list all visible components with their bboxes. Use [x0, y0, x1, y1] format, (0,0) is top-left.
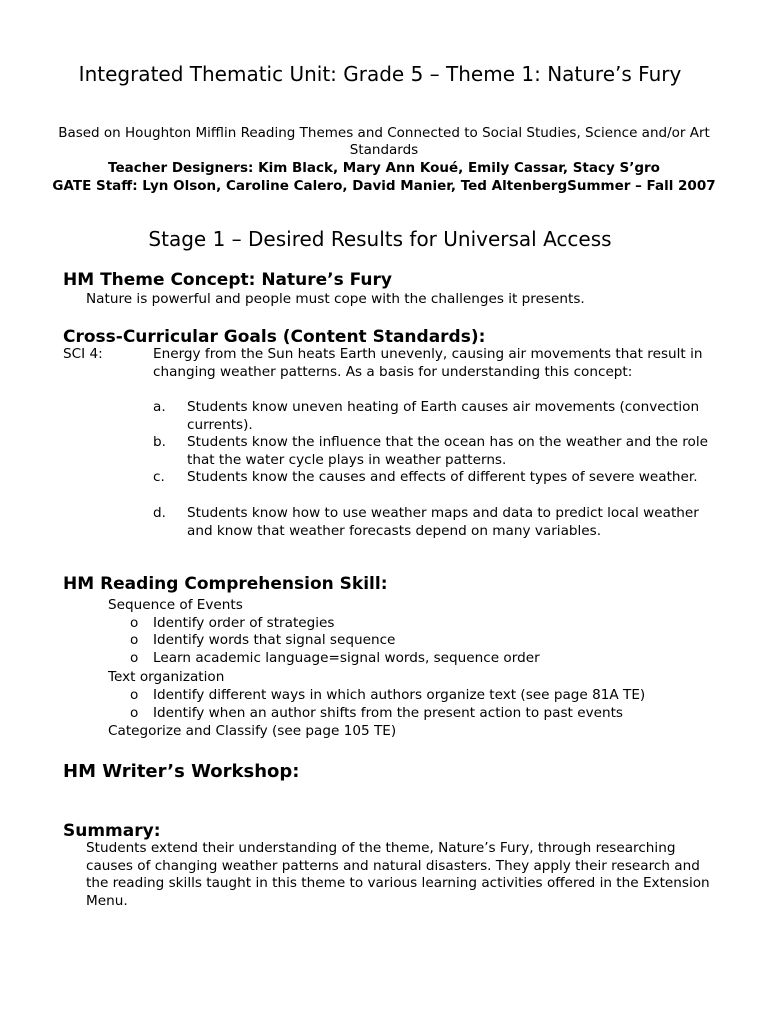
list-item-text: Identify different ways in which authors organize text (see page 81A TE)	[153, 687, 646, 703]
list-item	[130, 705, 730, 723]
bullet-marker: o	[130, 687, 139, 703]
summary-heading: Summary:	[63, 821, 161, 841]
standard-intro: Energy from the Sun heats Earth unevenly, causing air movements that result in changing weather patterns. As a basis for understanding this concept:	[153, 346, 703, 380]
teacher-designers: Teacher Designers: Kim Black, Mary Ann Koué, Emily Cassar, Stacy S’gro	[108, 160, 660, 176]
list-marker: c.	[153, 469, 165, 485]
credits	[40, 160, 728, 195]
document-subtitle: Based on Houghton Mifflin Reading Themes and Connected to Social Studies, Science and/or Art Standards	[58, 125, 710, 158]
list-item	[130, 632, 730, 650]
list-item-text: Identify words that signal sequence	[153, 632, 396, 648]
list-item	[130, 687, 730, 705]
list-marker: d.	[153, 505, 166, 521]
sequence-label: Sequence of Events	[108, 597, 243, 613]
standard-label: SCI 4:	[63, 346, 103, 362]
list-item-text: Students know how to use weather maps and data to predict local weather and know that weather forecasts depend on many variables.	[187, 505, 699, 539]
stage-heading: Stage 1 – Desired Results for Universal Access	[148, 227, 612, 251]
list-item	[130, 615, 730, 633]
list-item-text: Students know the causes and effects of different types of severe weather.	[187, 469, 698, 485]
document-title: Integrated Thematic Unit: Grade 5 – Theme 1: Nature’s Fury	[78, 62, 682, 86]
bullet-marker: o	[130, 615, 139, 631]
list-item	[153, 469, 713, 487]
list-item-text: Students know uneven heating of Earth causes air movements (convection currents).	[187, 399, 700, 433]
list-item	[130, 650, 730, 668]
list-item	[153, 505, 713, 540]
reading-skill-heading: HM Reading Comprehension Skill:	[63, 574, 388, 594]
bullet-marker: o	[130, 705, 139, 721]
list-item-text: Learn academic language=signal words, sequence order	[153, 650, 540, 666]
bullet-marker: o	[130, 650, 139, 666]
theme-concept-text: Nature is powerful and people must cope with the challenges it presents.	[86, 291, 585, 307]
gate-staff: GATE Staff: Lyn Olson, Caroline Calero, David Manier, Ted AltenbergSummer – Fall 2007	[52, 177, 716, 194]
list-item	[153, 434, 713, 469]
goals-heading: Cross-Curricular Goals (Content Standards):	[63, 327, 486, 347]
list-item	[153, 399, 713, 434]
list-item-text: Identify when an author shifts from the present action to past events	[153, 705, 624, 721]
list-item-text: Identify order of strategies	[153, 615, 335, 631]
list-marker: b.	[153, 434, 166, 450]
summary-text: Students extend their understanding of the theme, Nature’s Fury, through researching causes of changing weather patterns and natural disasters. They apply their research and the reading skills taught in this theme to various learning activities offered in the Extension Menu.	[86, 840, 710, 909]
writers-workshop-heading: HM Writer’s Workshop:	[63, 761, 300, 782]
categorize-text: Categorize and Classify (see page 105 TE)	[108, 723, 397, 739]
text-organization-label: Text organization	[108, 669, 225, 685]
list-marker: a.	[153, 399, 166, 415]
bullet-marker: o	[130, 632, 139, 648]
theme-concept-heading: HM Theme Concept: Nature’s Fury	[63, 270, 393, 290]
list-item-text: Students know the influence that the ocean has on the weather and the role that the water cycle plays in weather patterns.	[187, 434, 709, 468]
